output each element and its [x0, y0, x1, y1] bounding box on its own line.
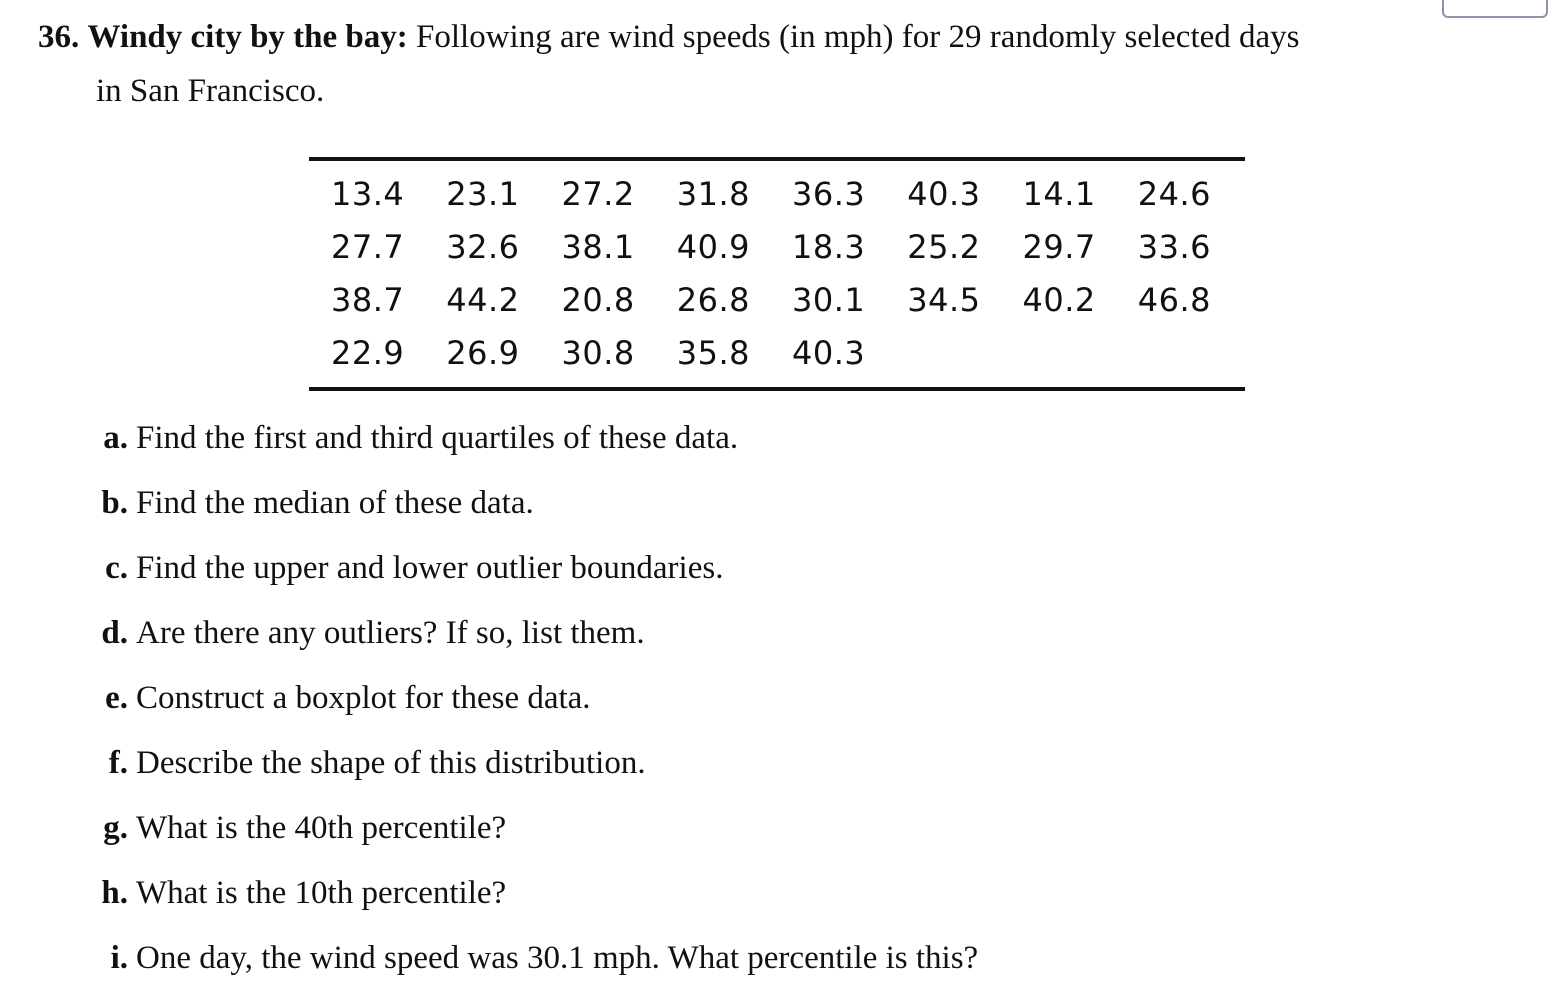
question-text: Describe the shape of this distribution.	[136, 745, 646, 781]
question-label: e.	[105, 680, 128, 716]
problem-title: Windy city by the bay:	[87, 19, 408, 55]
table-cell: 13.4	[331, 174, 405, 213]
table-cell	[899, 326, 1014, 379]
question-label: i.	[110, 940, 128, 976]
question-i	[96, 930, 1396, 995]
table-cell: 30.1	[792, 280, 866, 319]
table-row	[323, 273, 1245, 326]
question-g	[96, 800, 1396, 865]
question-text: Find the median of these data.	[136, 485, 534, 521]
question-f	[96, 735, 1396, 800]
table-cell: 20.8	[561, 280, 635, 319]
table-row	[323, 220, 1245, 273]
problem-line-1	[38, 10, 1478, 64]
question-c	[96, 540, 1396, 605]
question-text: Find the first and third quartiles of these data.	[136, 420, 739, 456]
table-cell: 40.3	[792, 333, 866, 372]
question-label: a.	[103, 420, 128, 456]
problem-intro: Following are wind speeds (in mph) for 29 randomly selected days	[416, 19, 1300, 55]
question-text: One day, the wind speed was 30.1 mph. What percentile is this?	[136, 940, 979, 976]
problem-line-2: in San Francisco.	[96, 73, 325, 109]
table-cell: 29.7	[1022, 227, 1096, 266]
question-list	[96, 410, 1396, 995]
question-text: Find the upper and lower outlier boundaries.	[136, 550, 724, 586]
table-cell: 25.2	[907, 227, 981, 266]
table-cell: 40.2	[1022, 280, 1096, 319]
question-a	[96, 410, 1396, 475]
table-cell: 30.8	[561, 333, 635, 372]
table-row	[323, 326, 1245, 379]
table-cell: 14.1	[1022, 174, 1096, 213]
question-text: Are there any outliers? If so, list them.	[136, 615, 645, 651]
table-cell: 31.8	[676, 174, 750, 213]
table-cell: 26.8	[676, 280, 750, 319]
table-cell: 27.2	[561, 174, 635, 213]
question-label: g.	[103, 810, 128, 846]
question-label: b.	[101, 485, 128, 521]
table-cell: 33.6	[1137, 227, 1211, 266]
table-cell: 38.7	[331, 280, 405, 319]
question-label: c.	[105, 550, 128, 586]
question-label: d.	[101, 615, 128, 651]
question-label: h.	[101, 875, 128, 911]
table-cell	[1130, 326, 1245, 379]
table-cell: 40.3	[907, 174, 981, 213]
table-cell: 46.8	[1137, 280, 1211, 319]
table-cell: 18.3	[792, 227, 866, 266]
table-cell: 26.9	[446, 333, 520, 372]
table-cell: 24.6	[1137, 174, 1211, 213]
problem-statement	[38, 10, 1478, 118]
wind-speed-data	[323, 167, 1245, 379]
table-cell: 35.8	[676, 333, 750, 372]
table-cell: 22.9	[331, 333, 405, 372]
question-text: What is the 40th percentile?	[136, 810, 507, 846]
table-cell: 27.7	[331, 227, 405, 266]
question-d	[96, 605, 1396, 670]
table-cell: 38.1	[561, 227, 635, 266]
table-cell: 34.5	[907, 280, 981, 319]
question-h	[96, 865, 1396, 930]
table-cell: 44.2	[446, 280, 520, 319]
question-text: What is the 10th percentile?	[136, 875, 507, 911]
problem-number: 36.	[38, 19, 80, 55]
table-cell: 32.6	[446, 227, 520, 266]
question-b	[96, 475, 1396, 540]
table-cell: 23.1	[446, 174, 520, 213]
table-cell: 36.3	[792, 174, 866, 213]
wind-speed-table	[309, 157, 1245, 391]
question-e	[96, 670, 1396, 735]
table-row	[323, 167, 1245, 220]
question-label: f.	[108, 745, 128, 781]
table-cell: 40.9	[676, 227, 750, 266]
question-text: Construct a boxplot for these data.	[136, 680, 591, 716]
table-cell	[1015, 326, 1130, 379]
